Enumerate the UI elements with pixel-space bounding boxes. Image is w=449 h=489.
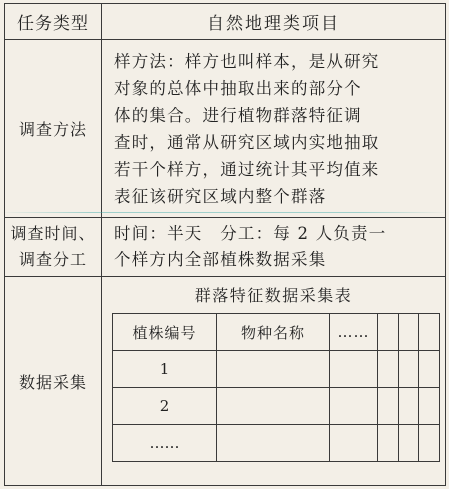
data-table-title: 群落特征数据采集表 <box>194 286 353 305</box>
table-cell: …… <box>113 425 217 462</box>
table-cell <box>330 388 378 425</box>
table-cell <box>419 351 440 388</box>
time-label-line1: 调查时间、 <box>10 224 96 243</box>
table-row <box>113 425 440 462</box>
table-cell <box>419 425 440 462</box>
table-cell <box>378 425 399 462</box>
table-cell <box>330 425 378 462</box>
time-label <box>5 218 102 277</box>
table-cell: 1 <box>113 351 217 388</box>
table-cell <box>217 425 330 462</box>
header-row <box>5 4 446 40</box>
table-cell <box>399 388 419 425</box>
table-row <box>113 351 440 388</box>
data-collection-table <box>112 313 440 462</box>
method-line: 查时，通常从研究区域内实地抽取 <box>114 132 380 152</box>
data-content <box>102 277 446 486</box>
time-line: 个样方内全部植株数据采集 <box>114 250 327 269</box>
time-paragraph <box>102 219 445 275</box>
method-line: 表征该研究区域内整个群落 <box>114 186 327 206</box>
data-row <box>5 277 446 486</box>
table-row <box>113 388 440 425</box>
method-label: 调查方法 <box>5 40 102 218</box>
table-cell <box>217 388 330 425</box>
column-header <box>419 314 440 351</box>
table-cell <box>399 351 419 388</box>
method-paragraph <box>102 46 445 212</box>
table-cell: 2 <box>113 388 217 425</box>
method-line: 体的集合。进行植物群落特征调 <box>114 105 362 125</box>
column-header <box>378 314 399 351</box>
table-cell <box>217 351 330 388</box>
data-table-header-row <box>113 314 440 351</box>
data-label: 数据采集 <box>5 277 102 486</box>
survey-plan-table <box>4 3 446 486</box>
column-header: 植株编号 <box>113 314 217 351</box>
table-cell <box>330 351 378 388</box>
column-header: …… <box>330 314 378 351</box>
column-header <box>399 314 419 351</box>
time-line: 时间：半天 分工：每 2 人负责一 <box>114 224 387 243</box>
method-description <box>102 40 446 218</box>
table-cell <box>399 425 419 462</box>
time-row <box>5 218 446 277</box>
table-cell <box>419 388 440 425</box>
method-line: 若干个样方，通过统计其平均值来 <box>114 159 380 179</box>
time-label-line2: 调查分工 <box>18 250 87 269</box>
method-row <box>5 40 446 218</box>
table-cell <box>378 351 399 388</box>
scan-artifact-line <box>0 212 449 213</box>
header-project-type: 自然地理类项目 <box>102 4 446 40</box>
column-header: 物种名称 <box>217 314 330 351</box>
method-line: 样方法：样方也叫样本，是从研究 <box>114 51 380 71</box>
header-task-type: 任务类型 <box>5 4 102 40</box>
method-line: 对象的总体中抽取出来的部分个 <box>114 78 362 98</box>
time-description <box>102 218 446 277</box>
table-cell <box>378 388 399 425</box>
